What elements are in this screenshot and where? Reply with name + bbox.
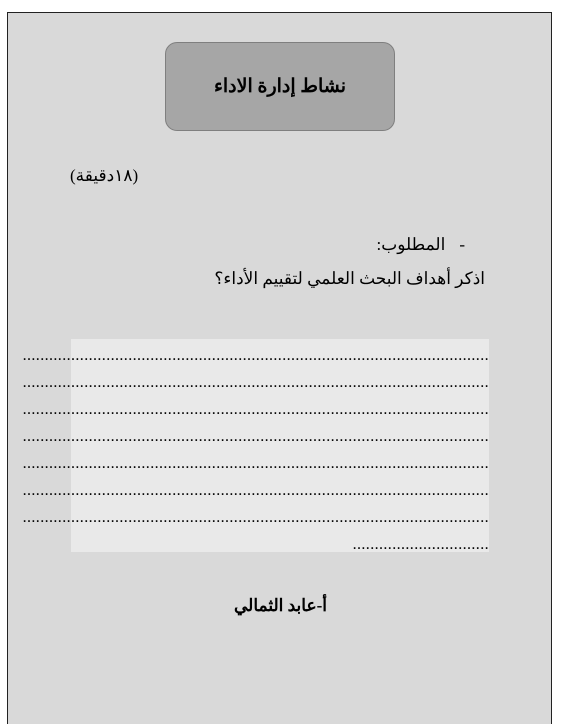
required-heading bbox=[377, 235, 466, 255]
title-box bbox=[165, 42, 395, 131]
worksheet-page bbox=[7, 12, 552, 724]
required-bullet: - bbox=[459, 235, 465, 254]
page-title: نشاط إدارة الاداء bbox=[213, 76, 347, 97]
author-signature: أ-عابد الثمالي bbox=[233, 596, 327, 615]
answer-area[interactable] bbox=[22, 339, 489, 553]
answer-line[interactable]: .......................................................................................................... bbox=[22, 402, 489, 418]
answer-line[interactable]: .......................................................................................................... bbox=[22, 510, 489, 526]
answer-line[interactable]: ............................... bbox=[352, 537, 489, 553]
answer-line[interactable]: .......................................................................................................... bbox=[22, 456, 489, 472]
answer-line[interactable]: .......................................................................................................... bbox=[22, 348, 489, 364]
duration-label: (١٨دقيقة) bbox=[70, 166, 139, 185]
question-text: اذكر أهداف البحث العلمي لتقييم الأداء؟ bbox=[214, 269, 485, 288]
answer-line[interactable]: .......................................................................................................... bbox=[22, 429, 489, 445]
required-label: المطلوب: bbox=[376, 235, 446, 254]
answer-line[interactable]: .......................................................................................................... bbox=[22, 483, 489, 499]
answer-line[interactable]: .......................................................................................................... bbox=[22, 375, 489, 391]
